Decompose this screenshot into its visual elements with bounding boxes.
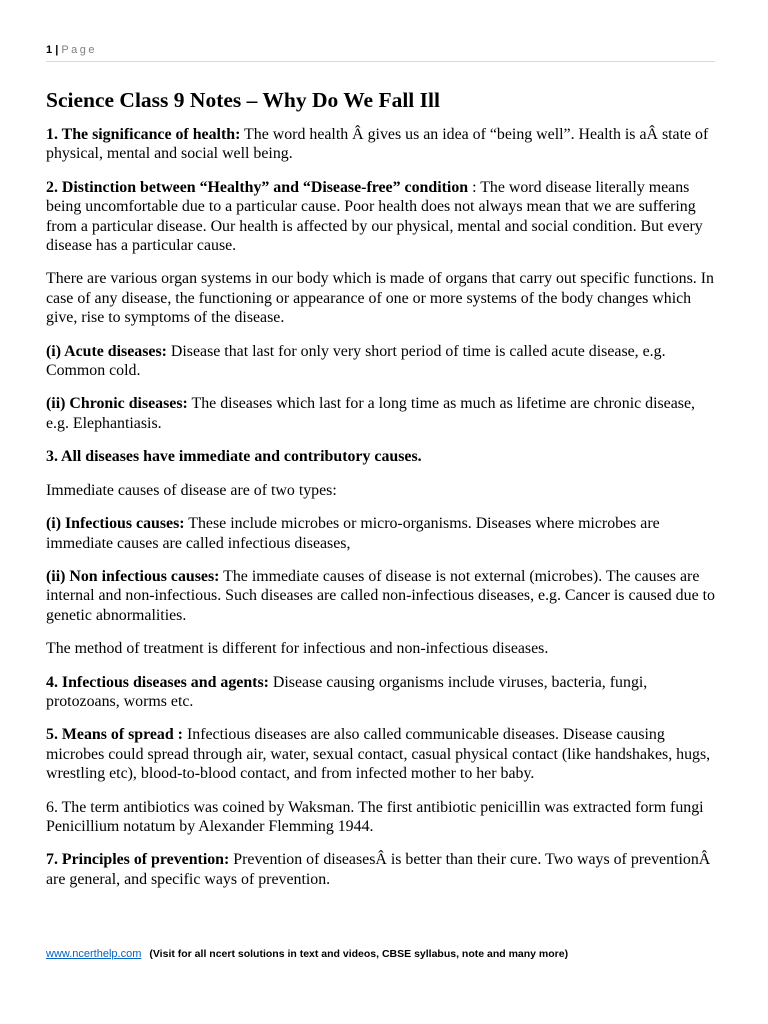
section-label: (ii) Non infectious causes: [46,567,220,585]
section-label: (ii) Chronic diseases: [46,395,188,413]
section-label: 2. Distinction between “Healthy” and “Disease-free” condition [46,178,469,196]
page-header [46,44,715,62]
section-label: 4. Infectious diseases and agents: [46,673,269,691]
page-separator: | [55,44,59,56]
paragraph-significance-of-health [46,125,718,164]
section-text: These include microbes or micro-organisms. Diseases where microbes are immediate causes are called infectious diseases, [46,515,660,552]
section-label: (i) Infectious causes: [46,515,185,533]
page-footer [46,948,726,960]
section-text: The immediate causes of disease is not external (microbes). The causes are internal and non-infectious. Such diseases are called non-infectious diseases, e.g. Cancer is caused due to genetic abnormalities. [46,567,715,624]
paragraph-healthy-vs-disease-free [46,178,718,256]
paragraph-immediate-causes: Immediate causes of disease are of two types: [46,481,337,499]
paragraph-antibiotics: 6. The term antibiotics was coined by Waksman. The first antibiotic penicillin was extracted form fungi Penicillium notatum by Alexander Flemming 1944. [46,798,704,835]
section-label: 3. All diseases have immediate and contributory causes. [46,448,422,466]
paragraph-infectious-causes [46,514,718,553]
paragraph-infectious-agents [46,673,718,712]
section-text: Disease causing organisms include viruses, bacteria, fungi, protozoans, worms etc. [46,673,648,710]
section-text: : The word disease literally means being uncomfortable due to a particular cause. Poor health does not always mean that we are suffering from a particular disease. Our health is affected by our physical, mental and social condition. But every disease has a particular cause. [46,178,703,255]
footer-note: (Visit for all ncert solutions in text and videos, CBSE syllabus, note and many more) [149,948,569,960]
footer-website-link[interactable]: www.ncerthelp.com [46,948,142,960]
paragraph-prevention [46,850,718,889]
paragraph-chronic-diseases [46,394,718,433]
paragraph-treatment: The method of treatment is different for infectious and non-infectious diseases. [46,640,549,658]
section-text: The diseases which last for a long time as much as lifetime are chronic disease, e.g. Elephantiasis. [46,395,696,432]
paragraph-means-of-spread [46,725,718,783]
section-text: Disease that last for only very short period of time is called acute disease, e.g. Common cold. [46,342,666,380]
paragraph-causes-heading [46,447,718,466]
section-label: 7. Principles of prevention: [46,851,230,869]
section-label: 1. The significance of health: [46,126,241,143]
paragraph-organ-systems: There are various organ systems in our body which is made of organs that carry out specific functions. In case of any disease, the functioning or appearance of one or more systems of the body changes which give, rise to symptoms of the disease. [46,270,714,327]
section-text: Infectious diseases are also called communicable diseases. Disease causing microbes could spread through air, water, sexual contact, casual physical contact (like handshakes, hugs, wrestling etc), blood-to-blood contact, and from infected mother to her baby. [46,726,711,783]
page-label: Page [61,44,98,56]
paragraph-acute-diseases [46,342,718,381]
paragraph-non-infectious-causes [46,567,718,625]
section-label: (i) Acute diseases: [46,342,167,360]
page-number: 1 [46,44,53,56]
section-label: 5. Means of spread : [46,726,183,744]
section-text: The word health Â gives us an idea of “being well”. Health is aÂ state of physical, mental and social well being. [46,126,709,163]
document-body [46,86,718,903]
document-title: Science Class 9 Notes – Why Do We Fall Ill [46,88,440,112]
section-text: Prevention of diseasesÂ is better than their cure. Two ways of preventionÂ are general, and specific ways of prevention. [46,851,711,888]
